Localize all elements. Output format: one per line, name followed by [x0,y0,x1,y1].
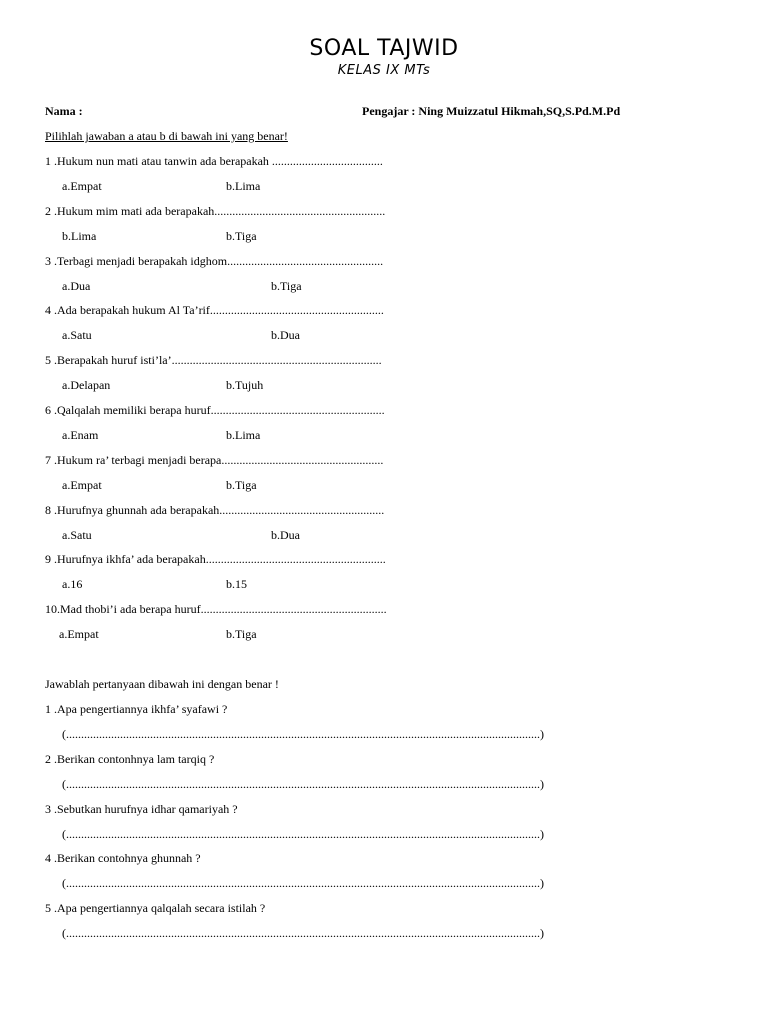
answer-line-1: (..............................................................................................................................................................) [62,727,544,741]
option-a-10: a.Empat [59,627,99,642]
option-b-10: b.Tiga [226,627,257,642]
option-b-7: b.Tiga [226,477,257,492]
essay-question-1: 1 .Apa pengertiannya ikhfa’ syafawi ? [45,702,228,716]
question-5: 5 .Berapakah huruf isti’la’...................................................................... [45,353,382,368]
question-2: 2 .Hukum mim mati ada berapakah......................................................... [45,203,386,218]
section2-instruction: Jawablah pertanyaan dibawah ini dengan benar ! [45,677,279,691]
option-a-6: a.Enam [62,428,99,442]
page-title: SOAL TAJWID [309,36,459,61]
answer-line-4: (..............................................................................................................................................................) [62,876,544,891]
name-label: Nama : [45,104,83,118]
essay-question-4: 4 .Berikan contohnya ghunnah ? [45,851,201,866]
question-6: 6 .Qalqalah memiliki berapa huruf.......................................................... [45,403,385,417]
option-a-5: a.Delapan [62,378,111,393]
option-b-2: b.Tiga [226,228,257,243]
question-1: 1 .Hukum nun mati atau tanwin ada berapakah ..................................... [45,154,383,168]
essay-question-2: 2 .Berikan contonhnya lam tarqiq ? [45,751,215,766]
option-b-5: b.Tujuh [226,378,264,393]
option-a-7: a.Empat [62,477,102,492]
option-a-4: a.Satu [62,328,92,343]
option-b-6: b.Lima [226,428,261,442]
question-7: 7 .Hukum ra’ terbagi menjadi berapa...................................................... [45,452,384,467]
option-a-1: a.Empat [62,179,102,193]
question-9: 9 .Hurufnya ikhfa’ ada berapakah............................................................ [45,552,386,567]
option-a-9: a.16 [62,577,83,592]
option-b-4: b.Dua [271,328,300,343]
option-a-3: a.Dua [62,278,91,293]
answer-line-3: (..............................................................................................................................................................) [62,826,544,841]
answer-line-2: (..............................................................................................................................................................) [62,776,544,791]
question-8: 8 .Hurufnya ghunnah ada berapakah....................................................... [45,502,385,517]
essay-question-5: 5 .Apa pengertiannya qalqalah secara istilah ? [45,901,266,916]
option-a-8: a.Satu [62,527,92,542]
answer-line-5: (..............................................................................................................................................................) [62,926,544,941]
section1-instruction: Pilihlah jawaban a atau b di bawah ini yang benar! [45,129,288,143]
option-b-3: b.Tiga [271,278,302,293]
essay-question-3: 3 .Sebutkan hurufnya idhar qamariyah ? [45,801,238,816]
question-4: 4 .Ada berapakah hukum Al Ta’rif.......................................................... [45,303,384,318]
teacher-label: Pengajar : Ning Muizzatul Hikmah,SQ,S.Pd.M.Pd [362,104,621,118]
question-3: 3 .Terbagi menjadi berapakah idghom.................................................... [45,253,384,268]
question-10: 10.Mad thobi’i ada berapa huruf.............................................................. [45,602,387,617]
option-b-9: b.15 [226,577,247,592]
option-b-1: b.Lima [226,179,261,193]
option-a-2: b.Lima [62,228,97,243]
page-subtitle: KELAS IX MTs [337,63,431,78]
option-b-8: b.Dua [271,527,300,542]
